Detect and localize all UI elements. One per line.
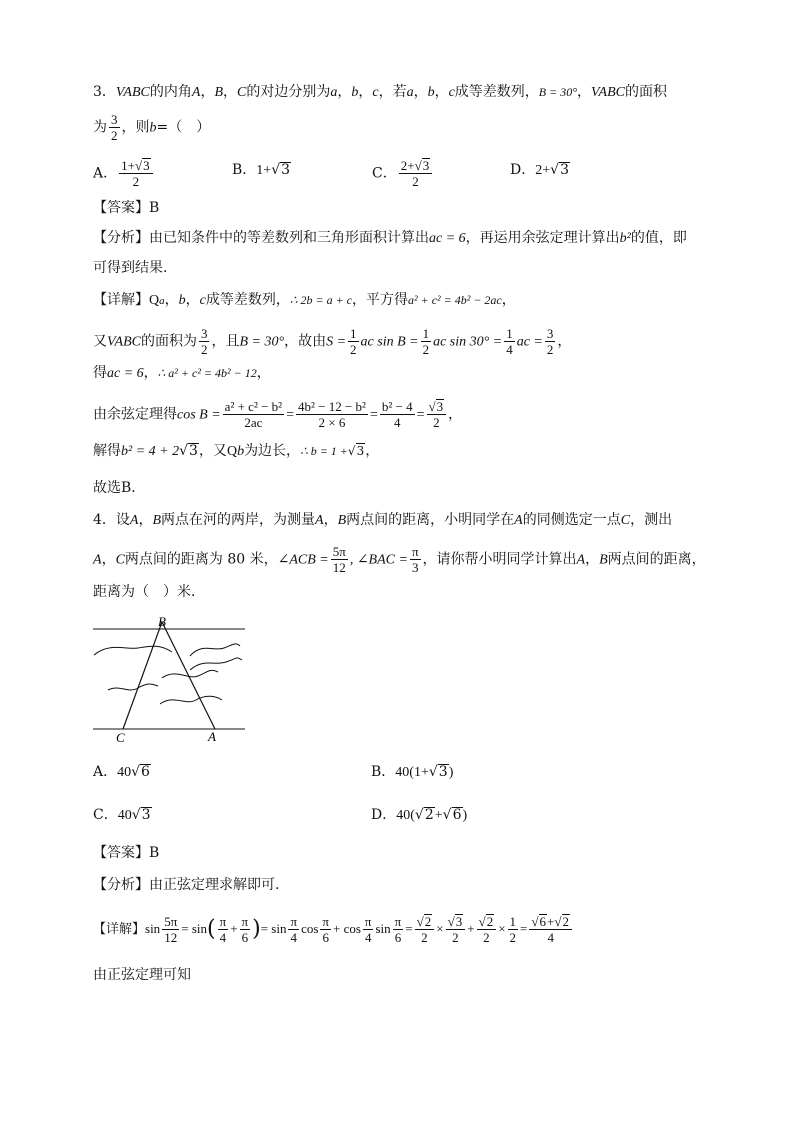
river-triangle-diagram	[90, 612, 250, 744]
q4-analysis: 【分析】由正弦定理求解即可.	[93, 877, 280, 893]
q3-stem-line1: 3．VABC的内角A，B，C的对边分别为a，b，c，若a，b，c成等差数列，B = 30°，VABC的面积	[93, 84, 667, 100]
q3-option-a: A． $\frac{1+√ 3}{2}$	[93, 158, 155, 189]
wave	[190, 658, 242, 670]
fraction: $\frac{3}{2}$	[111, 112, 118, 143]
q4-stem-line2: A，C两点间的距离为 80 米，∠ACB = $\frac{5\pi}{12}$ , ∠BAC = $\frac{\pi}{3}$ ，请你帮小明同学计算出A，B两点间的距离，	[93, 544, 706, 575]
q3-option-d: D．2+√ 3	[510, 160, 570, 181]
q4-answer: 【答案】B	[93, 845, 160, 861]
wave	[160, 696, 222, 704]
q4-option-b: B．40(1+√ 3)	[371, 762, 453, 783]
q3-conclusion: 故选B．	[93, 480, 146, 496]
q4-last-line: 由正弦定理可知	[93, 967, 191, 983]
q4-option-a: A．40√ 6	[93, 762, 151, 783]
label-a: A	[208, 729, 216, 744]
q3-detail-line2: 又VABC的面积为 $\frac{3}{2}$ ，且B = 30°，故由S = $\frac{1}{2}$ ac sin B = $\frac{1}{2}$ ac sin 30° = $\frac{1}{4}$ ac = $\frac{3}{2}$ ，	[93, 326, 572, 357]
label-b: B	[158, 614, 166, 629]
q3-option-c: C． $\frac{2+√ 3}{2}$	[372, 158, 434, 189]
q3-detail-line3: 得ac = 6，∴ a² + c² = 4b² − 12，	[93, 365, 271, 381]
segment-ba	[162, 622, 215, 729]
wave	[162, 670, 218, 678]
q3-detail-line5: 解得b² = 4 + 2√ 3，又Qb为边长，∴ b = 1 +√ 3，	[93, 441, 379, 462]
q3-analysis-line1: 【分析】由已知条件中的等差数列和三角形面积计算出ac = 6，再运用余弦定理计算出b²的值，即	[93, 230, 687, 246]
q3-detail-line1: 【详解】Qa，b，c成等差数列，∴ 2b = a + c，平方得a² + c² = 4b² − 2ac，	[93, 292, 516, 308]
q4-option-d: D．40(√ 2+√ 6)	[371, 805, 467, 826]
q4-stem-line1: 4．设A，B两点在河的两岸，为测量A，B两点间的距离，小明同学在A的同侧选定一点C，测出	[93, 512, 673, 528]
q4-option-c: C．40√ 3	[93, 805, 152, 826]
q3-option-b: B．1+√ 3	[232, 160, 291, 181]
wave	[94, 646, 172, 655]
q3-detail-line4: 由余弦定理得cos B = $\frac{\text{a² + c² − b²}}{2ac}$ = $\frac{\text{4b² − 12 − b²}}{2 \times 6}$ = $\frac{\text{b² − 4}}{4}$ = √ $\frac{3}{2}$ ，	[93, 399, 462, 430]
wave	[108, 684, 158, 690]
q4-stem-line3: 距离为（ ）米．	[93, 584, 205, 600]
wave	[190, 644, 240, 656]
q4-detail: 【详解】sin $\frac{5\pi}{12}$ = sin( $\frac{\pi}{4}$ + $\frac{\pi}{6}$ )= sin $\frac{\pi}{4}$ cos $\frac{\pi}{6}$ + cos $\frac{\pi}{4}$ sin $\frac{\pi}{6}$ = √ $\frac{2}{2}$ × √ $\frac{3}{2}$ + √ $\frac{2}{2}$ × $\frac{1}{2}$ = √ $\frac{6+√ 2}{4}$	[93, 914, 574, 945]
q3-answer: 【答案】B	[93, 200, 160, 216]
segment-bc	[123, 622, 162, 729]
label-c: C	[116, 730, 125, 744]
q3-stem-line2: 为 $\frac{3}{2}$ ，则b=（ ）	[93, 112, 211, 143]
q3-analysis-line2: 可得到结果.	[93, 260, 168, 276]
